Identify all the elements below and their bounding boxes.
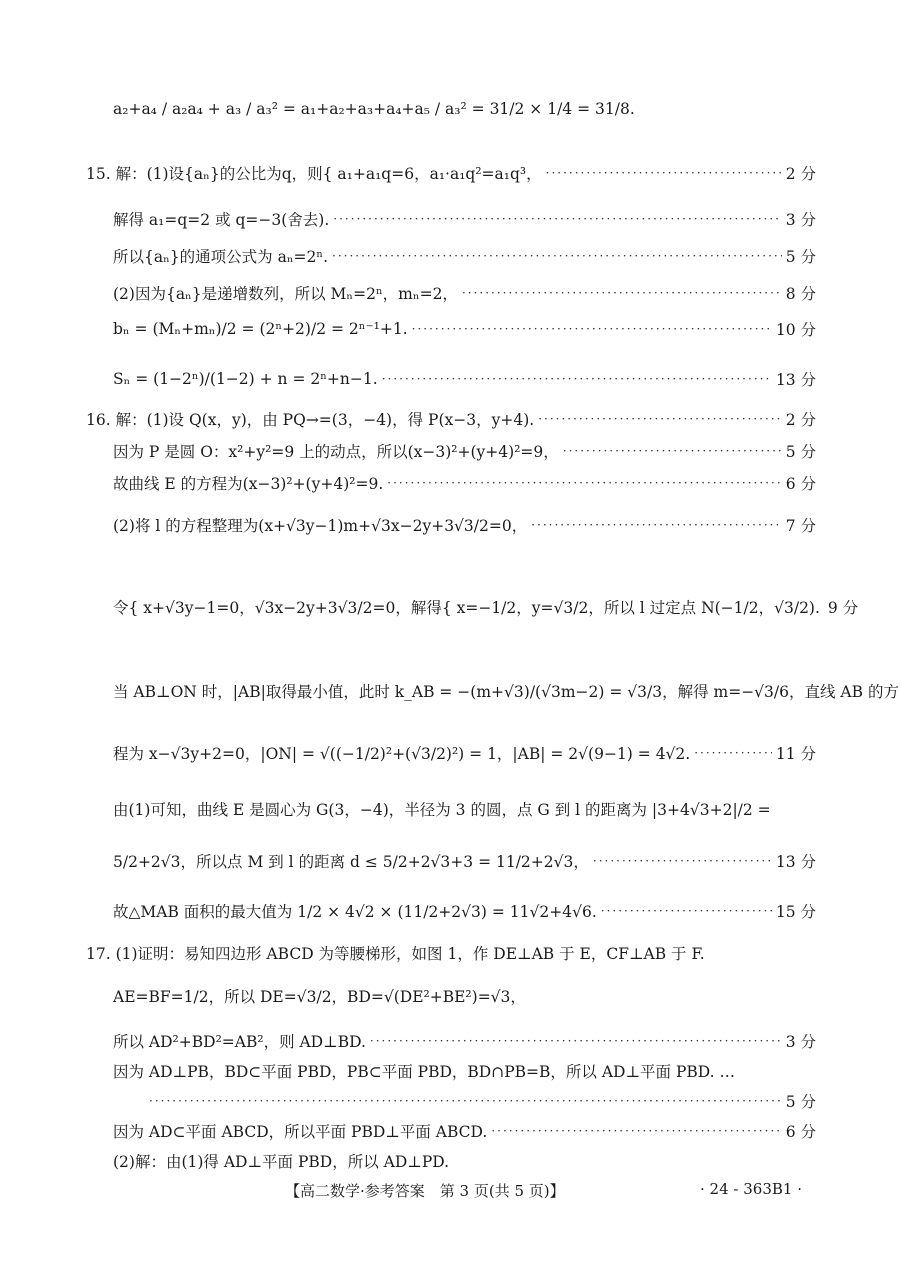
line-21: 因为 AD⊥PB，BD⊂平面 PBD，PB⊂平面 PBD，BD∩PB=B，所以 AD⊥平面 PBD. … xyxy=(113,1063,736,1081)
score-label: 3 分 xyxy=(785,211,816,229)
score-label: 13 分 xyxy=(775,853,816,871)
page-footer-code: · 24 - 363B1 · xyxy=(700,1180,802,1198)
leader-dots xyxy=(370,1034,782,1048)
leader-dots xyxy=(333,212,781,226)
score-label: 6 分 xyxy=(785,1123,816,1141)
leader-dots xyxy=(563,444,782,458)
line-13: 当 AB⊥ON 时，|AB|取得最小值，此时 k_AB = −(m+√3)/(√3m−2) = √3/3，解得 m=−√3/6，直线 AB 的方 xyxy=(113,683,899,701)
line-3: 解得 a₁=q=2 或 q=−3(舍去). ····· 3 分 xyxy=(113,208,816,230)
line-17: 故△MAB 面积的最大值为 1/2 × 4√2 × (11/2+2√3) = 11√2+4√6. ····· 15 分 xyxy=(113,900,816,922)
line-18: 17. (1)证明：易知四边形 ABCD 为等腰梯形，如图 1，作 DE⊥AB 于 E，CF⊥AB 于 F. xyxy=(86,945,705,963)
line-4: 所以{aₙ}的通项公式为 aₙ=2ⁿ. ····· 5 分 xyxy=(113,245,816,267)
score-label: 7 分 xyxy=(785,517,816,535)
leader-dots xyxy=(593,854,772,868)
line-16: 5/2+2√3，所以点 M 到 l 的距离 d ≤ 5/2+2√3+3 = 11/2+2√3， ····· 13 分 xyxy=(113,850,816,872)
score-label: 2 分 xyxy=(785,165,816,183)
score-label: 2 分 xyxy=(785,411,816,429)
line-2: 15. 解：(1)设{aₙ}的公比为q，则{ a₁+a₁q=6，a₁·a₁q²=a₁q³， ····· 2 分 xyxy=(86,162,816,184)
line-24: (2)解：由(1)得 AD⊥平面 PBD，所以 AD⊥PD. xyxy=(113,1153,450,1171)
leader-dots xyxy=(462,286,782,300)
score-label: 9 分 xyxy=(827,599,859,617)
score-label: 6 分 xyxy=(785,475,816,493)
score-label: 11 分 xyxy=(775,745,816,763)
line-23: 因为 AD⊂平面 ABCD，所以平面 PBD⊥平面 ABCD. ····· 6 分 xyxy=(113,1120,816,1142)
line-14: 程为 x−√3y+2=0，|ON| = √((−1/2)²+(√3/2)²) = 1，|AB| = 2√(9−1) = 4√2. ····· 11 分 xyxy=(113,742,816,764)
line-1: a₂+a₄ / a₂a₄ + a₃ / a₃² = a₁+a₂+a₃+a₄+a₅ / a₃² = 31/2 × 1/4 = 31/8. xyxy=(113,100,635,118)
line-20: 所以 AD²+BD²=AB²，则 AD⊥BD. ····· 3 分 xyxy=(113,1030,816,1052)
line-11: (2)将 l 的方程整理为(x+√3y−1)m+√3x−2y+3√3/2=0， ····· 7 分 xyxy=(113,514,816,536)
leader-dots xyxy=(149,1094,782,1108)
leader-dots xyxy=(491,1124,781,1138)
leader-dots xyxy=(531,518,781,532)
score-label: 8 分 xyxy=(785,285,816,303)
page-footer-title: 【高二数学·参考答案 第 3 页(共 5 页)】 xyxy=(285,1182,565,1200)
line-8: 16. 解：(1)设 Q(x，y)，由 PQ→=(3，−4)，得 P(x−3，y+4). ····· 2 分 xyxy=(86,408,816,430)
line-19: AE=BF=1/2，所以 DE=√3/2，BD=√(DE²+BE²)=√3， xyxy=(113,988,526,1006)
line-9: 因为 P 是圆 O：x²+y²=9 上的动点，所以(x−3)²+(y+4)²=9， ····· 5 分 xyxy=(113,440,816,462)
leader-dots xyxy=(412,322,772,336)
score-label: 5 分 xyxy=(785,1093,816,1111)
leader-dots xyxy=(387,476,781,490)
score-label: 15 分 xyxy=(775,903,816,921)
line-15: 由(1)可知，曲线 E 是圆心为 G(3，−4)，半径为 3 的圆，点 G 到 l 的距离为 |3+4√3+2|/2 = xyxy=(113,801,771,819)
line-10: 故曲线 E 的方程为(x−3)²+(y+4)²=9. ····· 6 分 xyxy=(113,472,816,494)
leader-dots xyxy=(546,166,782,180)
score-label: 13 分 xyxy=(775,371,816,389)
line-22 xyxy=(145,1090,816,1112)
line-12: 令{ x+√3y−1=0，√3x−2y+3√3/2=0，解得{ x=−1/2，y=√3/2，所以 l 过定点 N(−1/2，√3/2). 9 分 xyxy=(113,596,816,618)
score-label: 3 分 xyxy=(785,1033,816,1051)
score-label: 5 分 xyxy=(785,443,816,461)
leader-dots xyxy=(382,372,772,386)
line-6: bₙ = (Mₙ+mₙ)/2 = (2ⁿ+2)/2 = 2ⁿ⁻¹+1. ····· 10 分 xyxy=(113,318,816,340)
leader-dots xyxy=(601,904,772,918)
leader-dots xyxy=(332,249,782,263)
leader-dots xyxy=(538,412,782,426)
line-7: Sₙ = (1−2ⁿ)/(1−2) + n = 2ⁿ+n−1. ····· 13 分 xyxy=(113,368,816,390)
score-label: 5 分 xyxy=(785,248,816,266)
leader-dots xyxy=(694,746,772,760)
line-5: (2)因为{aₙ}是递增数列，所以 Mₙ=2ⁿ，mₙ=2， ····· 8 分 xyxy=(113,282,816,304)
score-label: 10 分 xyxy=(775,321,816,339)
